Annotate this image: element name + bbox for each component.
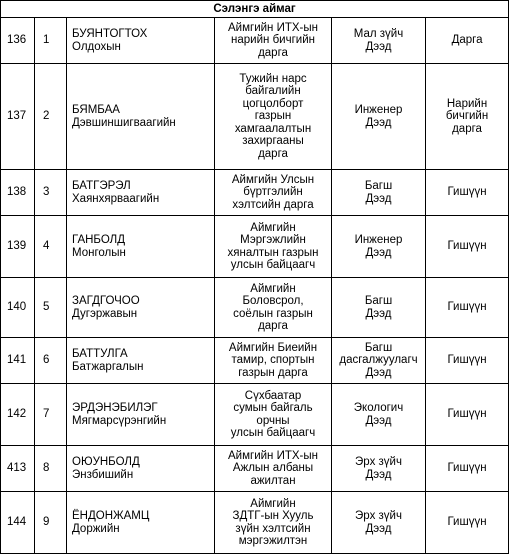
profession-line: Дээд [365, 522, 392, 535]
position-line: дарга [258, 319, 288, 332]
profession-line: Мал зүйч [353, 28, 404, 41]
profession-cell [332, 278, 426, 338]
profession-cell [332, 384, 426, 446]
name-cell [67, 446, 215, 492]
profession-cell [332, 216, 426, 278]
profession-line: Дээд [365, 468, 392, 481]
position-line: Аймгийн ИТХ-ын [228, 449, 318, 462]
position-line: сумын байгаль [233, 402, 313, 415]
role-cell [426, 446, 509, 492]
position-cell [215, 64, 332, 170]
profession-cell [332, 170, 426, 216]
person-name-line: Мягмарсүрэнгийн [72, 414, 167, 427]
row-index: 8 [43, 462, 50, 475]
row-index: 5 [43, 301, 50, 314]
position-line: Аймгийн ИТХ-ын [228, 21, 318, 34]
name-cell [67, 64, 215, 170]
profession-cell [332, 446, 426, 492]
position-cell [215, 278, 332, 338]
table-row [1, 338, 509, 384]
position-line: цогцолборт [242, 97, 304, 110]
row-index: 1 [43, 34, 50, 47]
profession-line: Дээд [365, 366, 392, 379]
person-name-line: Энзбишийн [72, 468, 134, 481]
position-line: хамгаалалтын [234, 122, 312, 135]
person-name-line: БУЯНТОГТОХ [72, 28, 148, 41]
profession-line: Инженер [354, 104, 403, 117]
table-row [1, 170, 509, 216]
profession-line: Багш [364, 341, 393, 354]
row-number: 138 [7, 186, 27, 199]
position-line: дарга [258, 147, 288, 160]
person-name-line: Доржийн [72, 522, 120, 535]
position-line: улсын байцаагч [230, 426, 316, 439]
profession-line: Дээд [365, 414, 392, 427]
position-line: Аймгийн [250, 221, 296, 234]
position-line: Тужийн нарс [239, 73, 307, 86]
profession-line: Эрх зүйч [355, 456, 402, 469]
person-name-line: ЁНДОНЖАМЦ [72, 510, 150, 523]
row-number-cell [1, 492, 35, 554]
position-line: зүйн хэлтсийн [235, 522, 311, 535]
row-number-cell [1, 64, 35, 170]
table-row [1, 64, 509, 170]
role-line: Дарга [451, 34, 483, 47]
row-index: 9 [43, 516, 50, 529]
position-cell [215, 18, 332, 64]
role-line: Гишүүн [447, 354, 487, 367]
role-cell [426, 338, 509, 384]
name-cell [67, 216, 215, 278]
position-line: соёлын газрын [233, 307, 313, 320]
role-line: Гишүүн [447, 408, 487, 421]
name-cell [67, 338, 215, 384]
position-line: байгалийн [245, 85, 301, 98]
role-cell [426, 18, 509, 64]
position-line: захиргааны [242, 135, 304, 148]
row-number: 142 [7, 408, 27, 421]
person-name-line: ЗАГДГОЧОО [72, 295, 140, 308]
row-index: 3 [43, 186, 50, 199]
role-cell [426, 216, 509, 278]
position-line: Аймгийн Улсын [231, 173, 315, 186]
profession-line: Эрх зүйч [355, 510, 402, 523]
person-name-line: ОЮУНБОЛД [72, 456, 140, 469]
role-line: дарга [452, 122, 482, 135]
position-line: бүртгэлийн [243, 186, 303, 199]
person-name-line: Хаянхярваагийн [72, 192, 160, 205]
profession-line: Багш [364, 295, 393, 308]
row-index-cell [35, 492, 67, 554]
role-line: Гишүүн [447, 516, 487, 529]
position-line: ажилтан [250, 474, 296, 487]
name-cell [67, 278, 215, 338]
role-cell [426, 170, 509, 216]
position-line: Аймгийн [250, 497, 296, 510]
role-line: Гишүүн [447, 462, 487, 475]
profession-line: Дээд [365, 246, 392, 259]
person-name-line: Олдохын [72, 40, 121, 53]
position-line: газрын дарга [238, 366, 308, 379]
row-index-cell [35, 170, 67, 216]
aimag-header: Сэлэнгэ аймаг [1, 1, 509, 18]
profession-line: Дээд [365, 192, 392, 205]
position-line: хэлтсийн дарга [232, 198, 314, 211]
position-cell [215, 338, 332, 384]
row-number: 144 [7, 516, 27, 529]
row-index-cell [35, 64, 67, 170]
role-line: Гишүүн [447, 240, 487, 253]
table-row [1, 384, 509, 446]
person-name-line: БЯМБАА [72, 104, 120, 117]
position-line: тамир, спортын [231, 354, 315, 367]
profession-cell [332, 338, 426, 384]
table-row [1, 492, 509, 554]
row-index: 4 [43, 240, 50, 253]
role-cell [426, 278, 509, 338]
role-line: Нарийн [446, 97, 488, 110]
row-index-cell [35, 384, 67, 446]
header-row [1, 1, 509, 18]
row-index-cell [35, 216, 67, 278]
position-cell [215, 446, 332, 492]
profession-line: Дээд [365, 40, 392, 53]
person-name-line: БАТГЭРЭЛ [72, 180, 131, 193]
row-number-cell [1, 170, 35, 216]
row-number: 136 [7, 34, 27, 47]
person-name-line: Дэвшиншигваагийн [72, 116, 176, 129]
position-line: Аймгийн [250, 282, 296, 295]
row-number-cell [1, 338, 35, 384]
person-name-line: Дугэржавын [72, 307, 138, 320]
position-cell [215, 216, 332, 278]
profession-line: Дээд [365, 307, 392, 320]
row-index-cell [35, 338, 67, 384]
profession-line: Багш [364, 180, 393, 193]
row-index-cell [35, 446, 67, 492]
profession-cell [332, 492, 426, 554]
profession-line: Экологич [353, 402, 404, 415]
role-cell [426, 492, 509, 554]
position-line: мэргэжилтэн [238, 534, 308, 547]
row-number: 141 [7, 354, 27, 367]
row-index-cell [35, 18, 67, 64]
person-name-line: ГАНБОЛД [72, 234, 126, 247]
position-line: улсын байцаагч [230, 258, 316, 271]
position-line: Аймгийн Биеийн [228, 341, 318, 354]
row-number: 413 [7, 462, 27, 475]
position-line: орчны [256, 414, 290, 427]
name-cell [67, 18, 215, 64]
name-cell [67, 492, 215, 554]
position-cell [215, 170, 332, 216]
profession-line: Дээд [365, 116, 392, 129]
position-line: газрын [254, 110, 292, 123]
position-cell [215, 492, 332, 554]
position-line: Ажлын албаны [232, 462, 314, 475]
row-number-cell [1, 384, 35, 446]
profession-cell [332, 64, 426, 170]
row-index: 2 [43, 110, 50, 123]
row-number: 139 [7, 240, 27, 253]
row-number-cell [1, 278, 35, 338]
person-name-line: ЭРДЭНЭБИЛЭГ [72, 402, 158, 415]
position-cell [215, 384, 332, 446]
profession-cell [332, 18, 426, 64]
row-index: 7 [43, 408, 50, 421]
table-row [1, 18, 509, 64]
position-line: ЗДТГ-ын Хууль [232, 510, 314, 523]
row-index: 6 [43, 354, 50, 367]
person-name-line: БАТТУЛГА [72, 348, 128, 361]
row-number-cell [1, 446, 35, 492]
role-line: бичгийн [445, 110, 489, 123]
person-name-line: Батжаргалын [72, 360, 144, 373]
table-row [1, 216, 509, 278]
role-line: Гишүүн [447, 186, 487, 199]
name-cell [67, 170, 215, 216]
position-line: Мэргэжлийн [240, 234, 306, 247]
table-row [1, 446, 509, 492]
position-line: Сүхбаатар [244, 389, 302, 402]
profession-line: дасгалжуулагч [339, 354, 418, 367]
position-line: Боловсрол, [242, 295, 304, 308]
position-line: хяналтын газрын [227, 246, 319, 259]
position-line: дарга [258, 46, 288, 59]
row-index-cell [35, 278, 67, 338]
row-number: 137 [7, 110, 27, 123]
position-line: нарийн бичгийн [231, 34, 315, 47]
row-number-cell [1, 216, 35, 278]
name-cell [67, 384, 215, 446]
row-number: 140 [7, 301, 27, 314]
table-row [1, 278, 509, 338]
row-number-cell [1, 18, 35, 64]
role-line: Гишүүн [447, 301, 487, 314]
role-cell [426, 64, 509, 170]
person-name-line: Монголын [72, 246, 126, 259]
profession-line: Инженер [354, 234, 403, 247]
role-cell [426, 384, 509, 446]
